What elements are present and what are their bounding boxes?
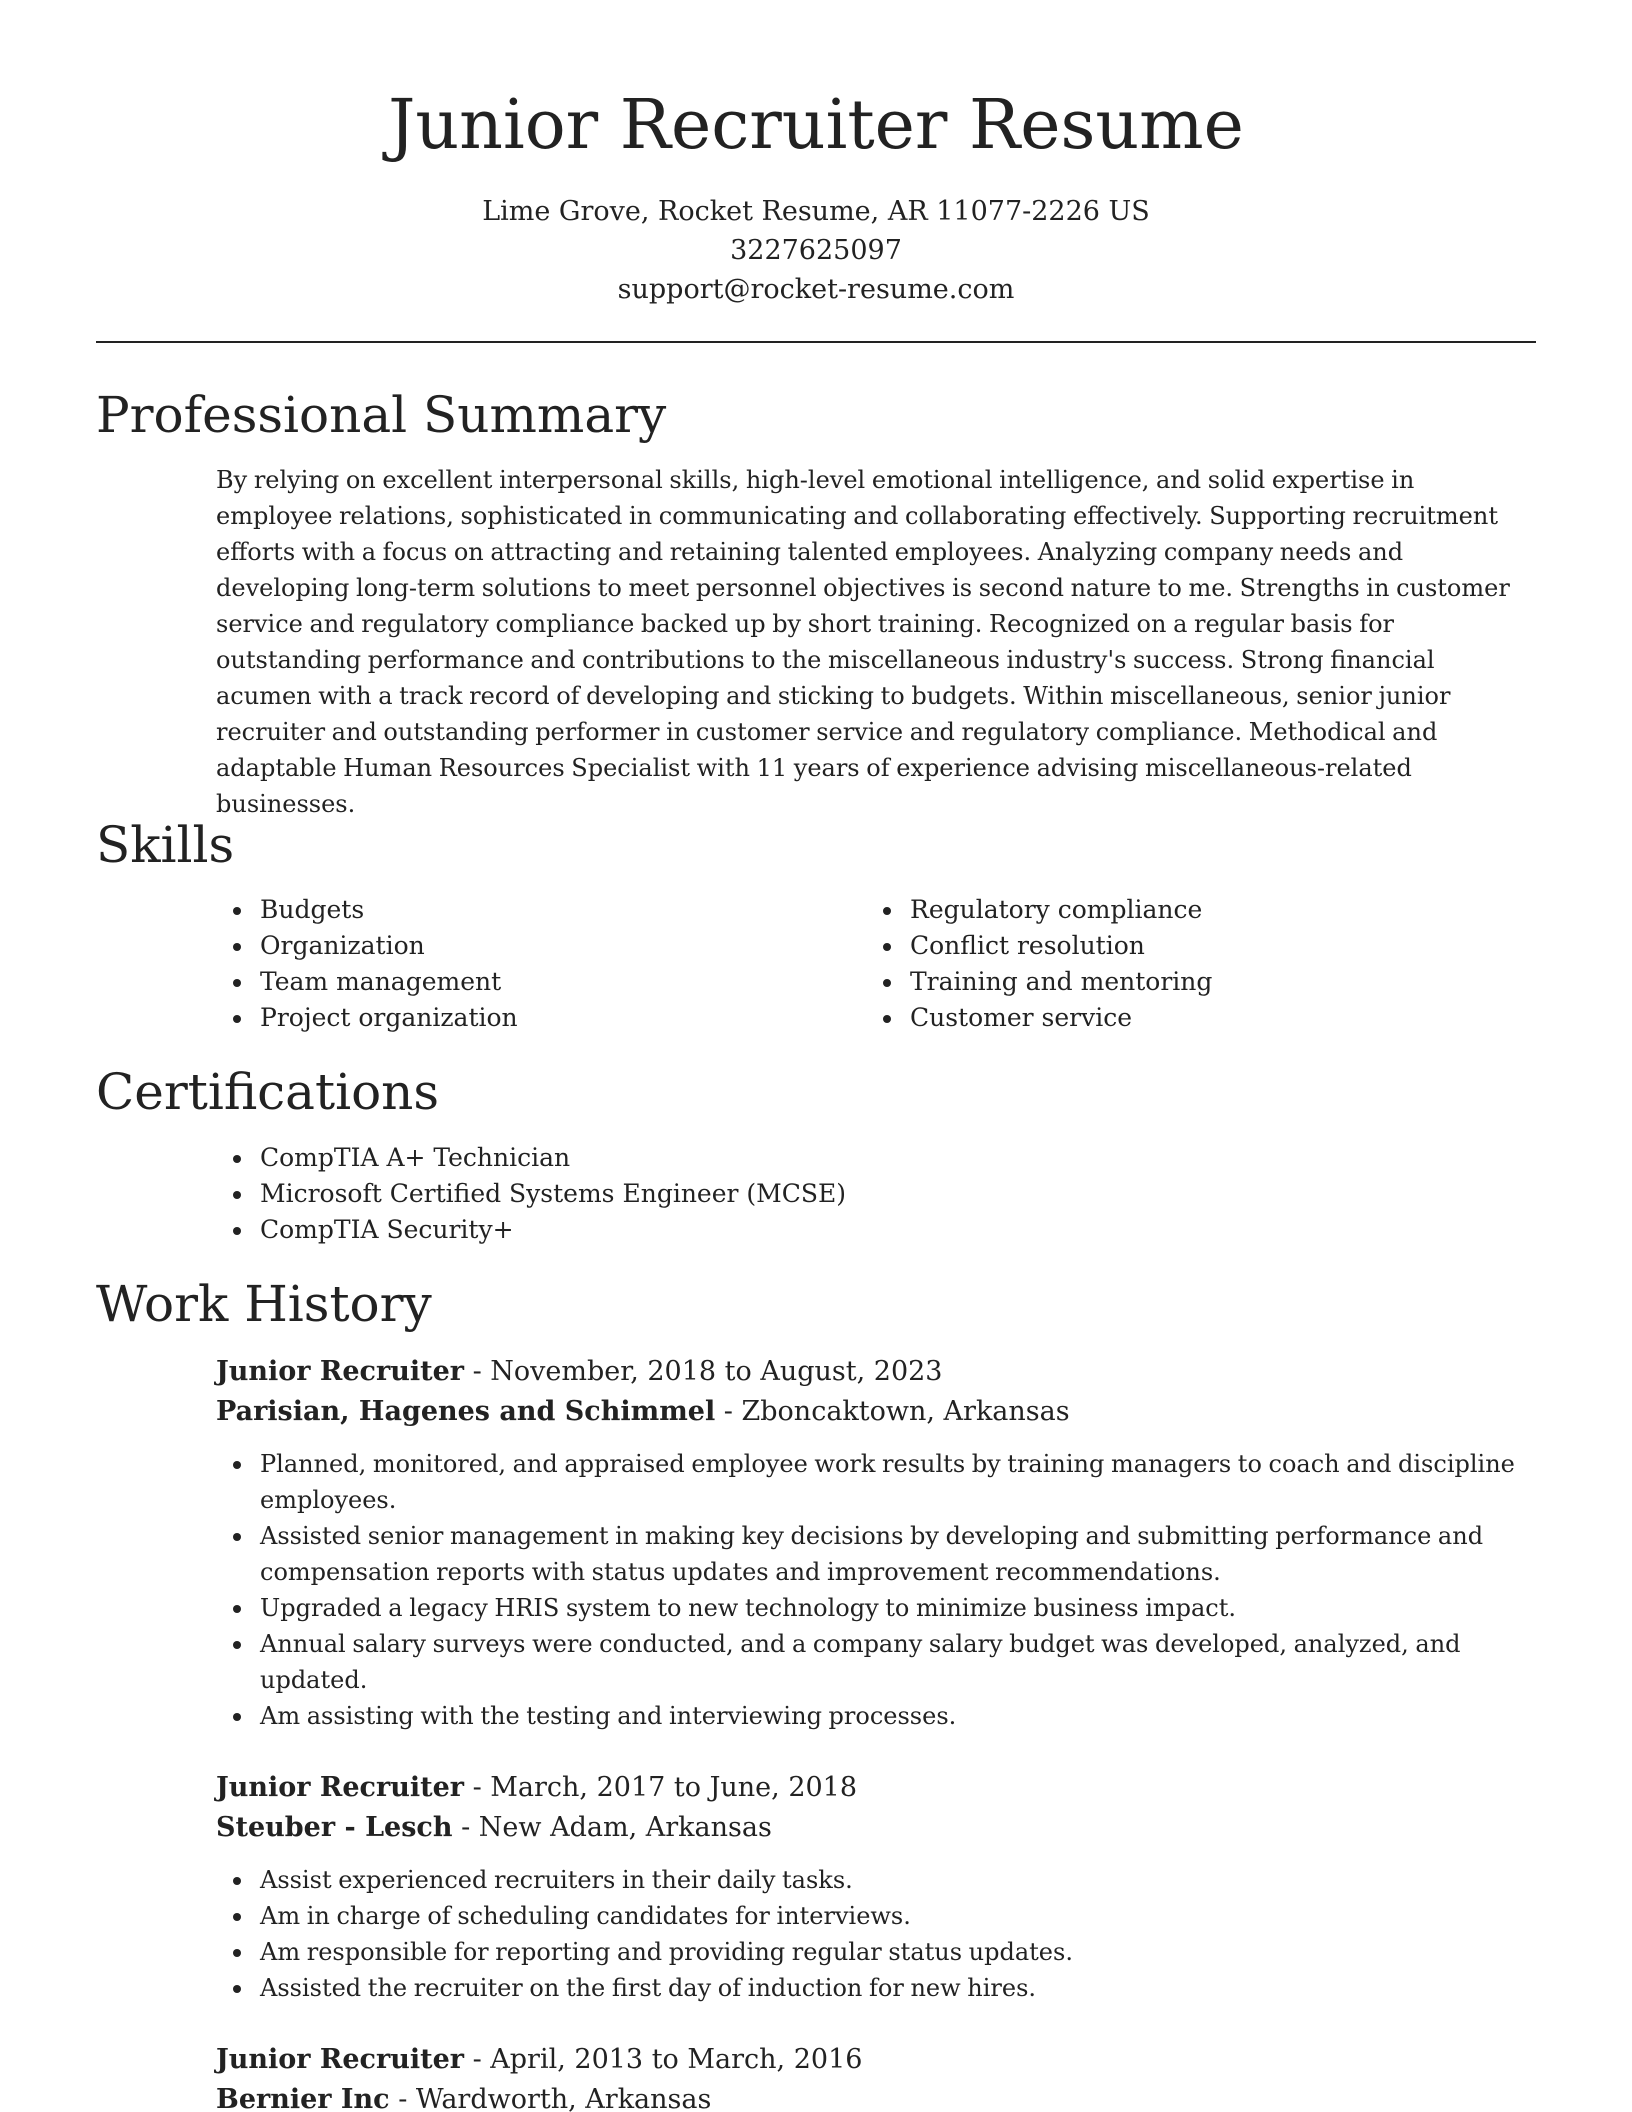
job-title-line [216,2040,862,2080]
skills-heading: Skills [96,816,235,874]
skills-list-right [866,892,1466,1036]
job-company-line [216,1808,772,1848]
duty-item: Upgraded a legacy HRIS system to new technology to minimize business impact. [216,1590,1536,1626]
summary-heading: Professional Summary [96,386,667,444]
job-title-line [216,1768,857,1808]
duty-item: Am responsible for reporting and providing regular status updates. [216,1934,1536,1970]
job-location: - New Adam, Arkansas [452,1812,772,1843]
duty-item: Assisted the recruiter on the first day of induction for new hires. [216,1970,1536,2006]
job-company: Parisian, Hagenes and Schimmel [216,1396,716,1427]
job-role: Junior Recruiter [216,2044,464,2075]
skill-item: Training and mentoring [866,964,1466,1000]
duty-item: Am assisting with the testing and interviewing processes. [216,1698,1536,1734]
job-role: Junior Recruiter [216,1772,464,1803]
job-location: - Zboncaktown, Arkansas [715,1396,1070,1427]
contact-address: Lime Grove, Rocket Resume, AR 11077-2226 US [482,196,1150,227]
skills-list-left [216,892,816,1036]
skill-item: Customer service [866,1000,1466,1036]
certifications-list [216,1140,1416,1248]
certification-item: Microsoft Certified Systems Engineer (MCSE) [216,1176,1416,1212]
skill-item: Conflict resolution [866,928,1466,964]
contact-phone: 3227625097 [730,235,902,266]
job-company-line [216,1392,1070,1432]
job-company-line [216,2080,711,2112]
summary-text: By relying on excellent interpersonal skills, high-level emotional intelligence, and solid expertise in employee relations, sophisticated in communicating and collaborating effectively. Supporting recruitment efforts with a focus on attracting and retaining talented employees. Analyzing company needs and developing long-term solutions to meet personnel objectives is second nature to me. Strengths in customer service and regulatory compliance backed up by short training. Recognized on a regular basis for outstanding performance and contributions to the miscellaneous industry's success. Strong financial acumen with a track record of developing and sticking to budgets. Within miscellaneous, senior junior recruiter and outstanding performer in customer service and regulatory compliance. Methodical and adaptable Human Resources Specialist with 11 years of experience advising miscellaneous-related businesses. [216,466,1510,818]
job-duties-list [216,1446,1536,1734]
duty-item: Assist experienced recruiters in their daily tasks. [216,1862,1536,1898]
contact-email: support@rocket-resume.com [617,274,1015,305]
job-dates: - November, 2018 to August, 2023 [463,1356,943,1387]
contact-block [0,192,1632,309]
skill-item: Regulatory compliance [866,892,1466,928]
certification-item: CompTIA Security+ [216,1212,1416,1248]
job-role: Junior Recruiter [216,1356,464,1387]
job-dates: - March, 2017 to June, 2018 [463,1772,858,1803]
skill-item: Team management [216,964,816,1000]
work-history-heading: Work History [96,1275,432,1333]
duty-item: Planned, monitored, and appraised employee work results by training managers to coach and discipline employees. [216,1446,1536,1518]
job-title-line [216,1352,942,1392]
header-divider [96,341,1536,343]
skill-item: Budgets [216,892,816,928]
job-company: Steuber - Lesch [216,1812,453,1843]
certifications-heading: Certifications [96,1063,440,1121]
skill-item: Organization [216,928,816,964]
resume-title: Junior Recruiter Resume [388,86,1244,165]
job-duties-list [216,1862,1536,2006]
job-company: Bernier Inc [216,2084,390,2112]
duty-item: Am in charge of scheduling candidates for interviews. [216,1898,1536,1934]
certification-item: CompTIA A+ Technician [216,1140,1416,1176]
job-dates: - April, 2013 to March, 2016 [463,2044,863,2075]
skill-item: Project organization [216,1000,816,1036]
job-location: - Wardworth, Arkansas [389,2084,712,2112]
duty-item: Annual salary surveys were conducted, and a company salary budget was developed, analyzed, and updated. [216,1626,1536,1698]
duty-item: Assisted senior management in making key decisions by developing and submitting performance and compensation reports with status updates and improvement recommendations. [216,1518,1536,1590]
